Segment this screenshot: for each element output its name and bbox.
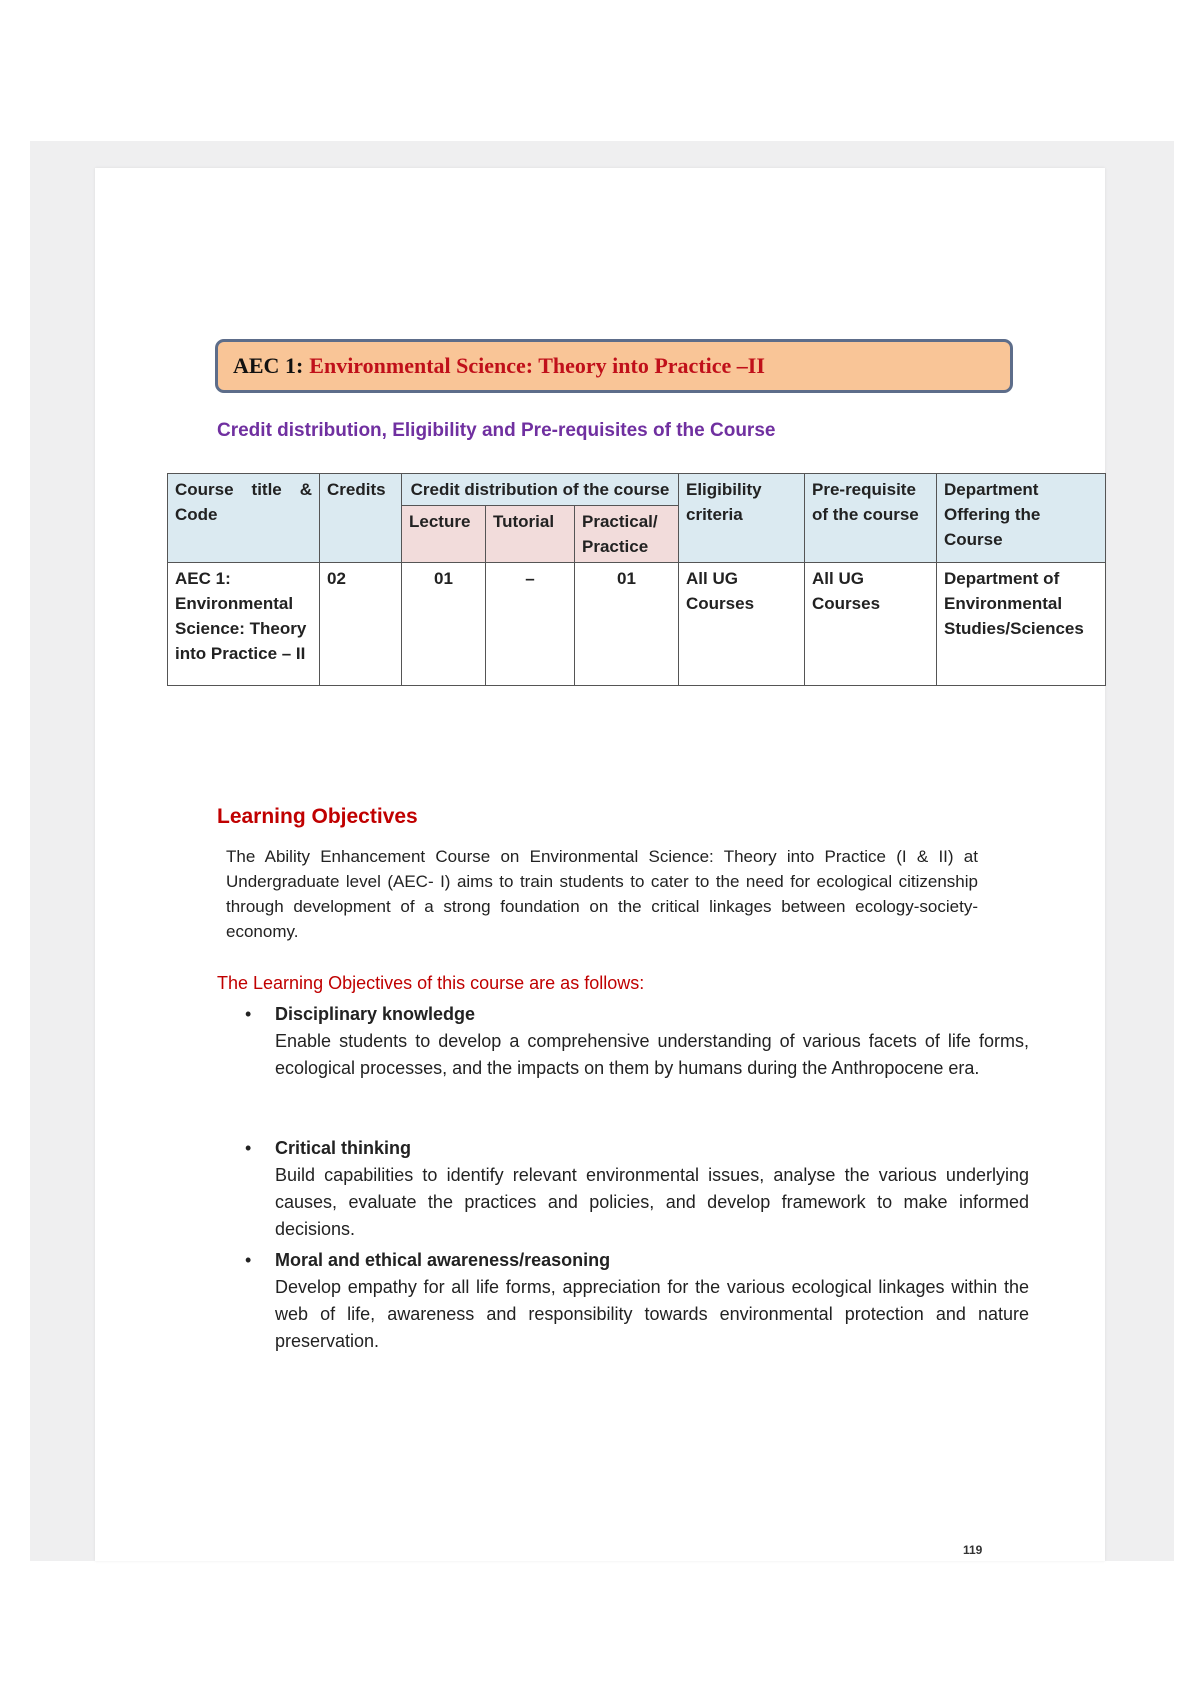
list-item-title: Critical thinking [275,1138,412,1158]
list-item-title: Disciplinary knowledge [275,1004,476,1024]
list-item [245,1247,1029,1355]
credit-distribution-table [167,473,1106,686]
learning-objectives-intro: The Ability Enhancement Course on Environmental Science: Theory into Practice (I & II) at Undergraduate level (AEC- I) aims to train students to cater to the need for ecological citizenship through development of a strong foundation on the critical linkages between ecology-society-economy. [226,847,978,941]
list-item-text: Build capabilities to identify relevant environmental issues, analyse the various underlying causes, evaluate the practices and policies, and develop framework to make informed decisions. [275,1165,1029,1239]
cell-prerequisite: All UG Courses [805,563,937,686]
learning-objectives-heading: Learning Objectives [217,805,418,828]
list-item-title: Moral and ethical awareness/reasoning [275,1250,611,1270]
list-item [245,1135,1029,1243]
header-department: Department Offering the Course [937,474,1106,563]
header-course-title: Course title & Code [168,474,320,563]
cell-practical: 01 [575,563,679,686]
document-page [95,168,1105,1561]
page-number: 119 [963,1543,983,1557]
course-title-main: Environmental Science: Theory into Practice –II [309,353,765,378]
course-title-prefix: AEC 1: [233,353,304,378]
header-credit-distribution: Credit distribution of the course [402,474,679,506]
course-title-box [215,339,1013,393]
list-item-text: Develop empathy for all life forms, appreciation for the various ecological linkages within the web of life, awareness and responsibility towards environmental protection and nature preservation. [275,1277,1029,1351]
header-tutorial: Tutorial [486,506,575,563]
learning-objectives-list-heading: The Learning Objectives of this course are as follows: [217,973,645,993]
list-item-text: Enable students to develop a comprehensive understanding of various facets of life forms, ecological processes, and the impacts on them by humans during the Anthropocene era. [275,1031,1029,1078]
header-practical: Practical/ Practice [575,506,679,563]
cell-lecture: 01 [402,563,486,686]
cell-department: Department of Environmental Studies/Sciences [937,563,1106,686]
header-lecture: Lecture [402,506,486,563]
bullet-icon: • [245,1138,252,1158]
header-prerequisite: Pre-requisite of the course [805,474,937,563]
header-credits: Credits [320,474,402,563]
cell-tutorial: – [486,563,575,686]
cell-eligibility: All UG Courses [679,563,805,686]
list-item [245,1001,1029,1082]
cell-course-title: AEC 1: Environmental Science: Theory into Practice – II [168,563,320,686]
header-eligibility: Eligibility criteria [679,474,805,563]
table-row [168,563,1106,686]
credit-distribution-heading: Credit distribution, Eligibility and Pre-requisites of the Course [217,420,776,441]
bullet-icon: • [245,1004,252,1024]
cell-credits: 02 [320,563,402,686]
bullet-icon: • [245,1250,252,1270]
